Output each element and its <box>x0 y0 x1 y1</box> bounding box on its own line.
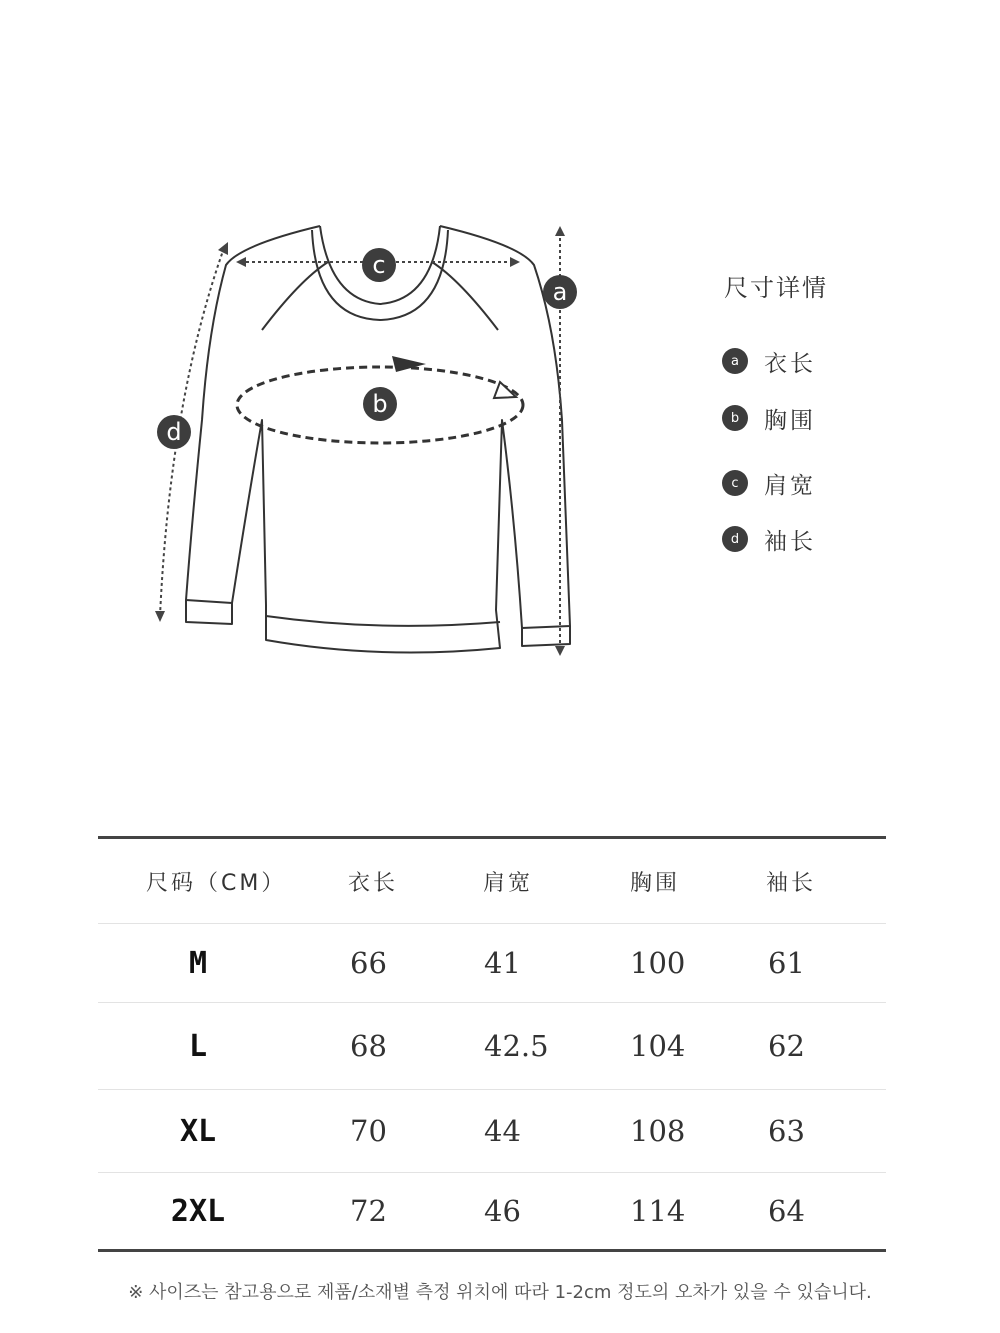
sweatshirt-outline <box>186 226 570 653</box>
chest-value: 108 <box>630 1114 686 1148</box>
shoulder-value: 41 <box>484 946 521 980</box>
shoulder-value: 42.5 <box>484 1029 549 1063</box>
legend-badge: c <box>722 470 748 496</box>
length-value: 70 <box>350 1114 387 1148</box>
chest-value: 104 <box>630 1029 686 1063</box>
length-value: 66 <box>350 946 387 980</box>
size-label: 2XL <box>170 1193 226 1229</box>
table-bottom-rule <box>98 1249 886 1252</box>
table-row <box>98 1003 886 1090</box>
legend-item-c <box>722 465 942 501</box>
header-shoulder: 肩宽 <box>483 870 534 896</box>
header-length: 衣长 <box>348 870 399 896</box>
legend-label: 衣长 <box>764 350 816 377</box>
legend-label: 胸围 <box>764 407 816 434</box>
size-label: XL <box>179 1113 217 1149</box>
sleeve-value: 64 <box>768 1194 805 1228</box>
legend-badge: a <box>722 348 748 374</box>
header-size: 尺码（CM） <box>146 870 287 896</box>
legend-badge: d <box>722 526 748 552</box>
size-label: M <box>188 945 208 981</box>
chest-value: 114 <box>630 1194 686 1228</box>
shoulder-value: 46 <box>484 1194 521 1228</box>
shoulder-value: 44 <box>484 1114 521 1148</box>
sleeve-value: 62 <box>768 1029 805 1063</box>
legend-item-d <box>722 521 942 557</box>
table-row <box>98 924 886 1003</box>
label-d-text: d <box>166 418 182 446</box>
chest-value: 100 <box>630 946 686 980</box>
legend-label: 袖长 <box>764 528 816 555</box>
header-chest: 胸围 <box>630 870 681 896</box>
length-value: 68 <box>350 1029 387 1063</box>
size-label: L <box>188 1028 208 1064</box>
legend-item-b <box>722 400 942 436</box>
size-disclaimer: ※ 사이즈는 참고용으로 제품/소재별 측정 위치에 따라 1-2cm 정도의 오차가 있을 수 있습니다. <box>128 1282 872 1303</box>
size-table <box>98 836 886 1252</box>
length-value: 72 <box>350 1194 387 1228</box>
label-c-text: c <box>372 251 386 279</box>
sleeve-value: 61 <box>768 946 805 980</box>
legend-item-a <box>722 343 942 379</box>
table-row <box>98 1090 886 1173</box>
sleeve-value: 63 <box>768 1114 805 1148</box>
header-sleeve: 袖长 <box>766 870 817 896</box>
label-b-text: b <box>372 390 388 418</box>
legend-title: 尺寸详情 <box>724 274 828 302</box>
table-row <box>98 1173 886 1249</box>
table-header-row <box>98 839 886 924</box>
label-a-text: a <box>552 278 568 306</box>
size-legend <box>722 268 942 557</box>
legend-label: 肩宽 <box>764 472 816 499</box>
legend-badge: b <box>722 405 748 431</box>
